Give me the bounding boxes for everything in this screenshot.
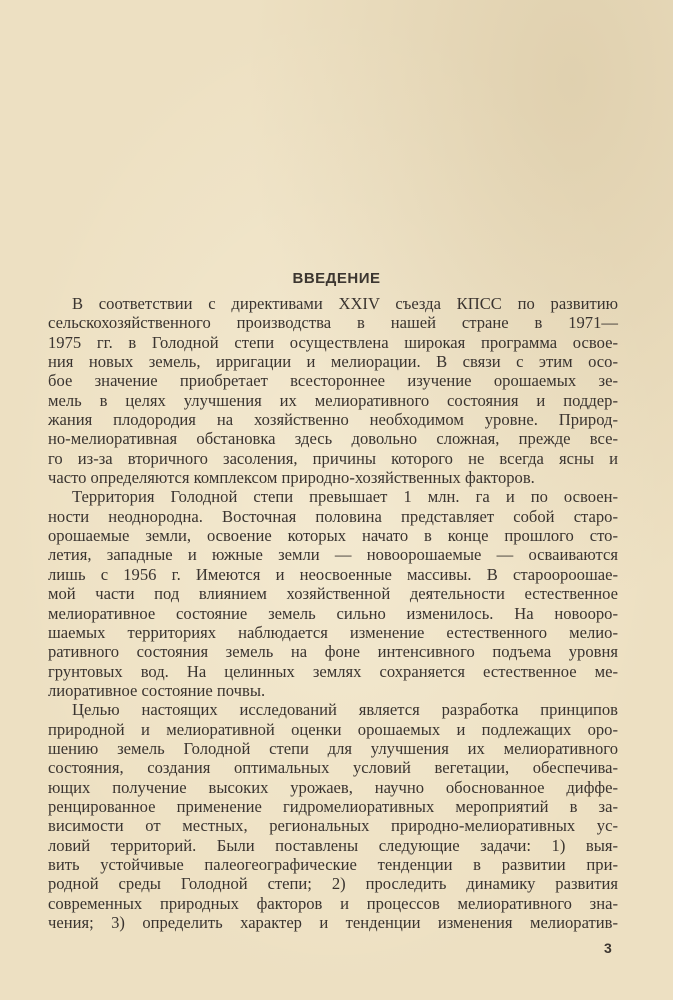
text-line: орошаемые земли, освоение которых начато в конце прошлого сто- — [48, 526, 618, 546]
text-line: ренцированное применение гидромелиоративных мероприятий в за- — [48, 796, 618, 816]
text-line: ности неоднородна. Восточная половина представляет собой старо- — [48, 506, 618, 526]
text-line: лишь с 1956 г. Имеются и неосвоенные массивы. В староороошае- — [48, 564, 618, 584]
text-line: жания плодородия на хозяйственно необходимом уровне. Природ- — [48, 410, 618, 430]
text-line: ющих получение высоких урожаев, научно обоснованное диффе- — [48, 777, 618, 797]
page-number: 3 — [604, 940, 612, 956]
text-line: современных природных факторов и процессов мелиоративного зна- — [48, 893, 618, 913]
text-line: вить устойчивые палеогеографические тенденции в развитии при- — [48, 854, 618, 874]
text-line: го из-за вторичного засоления, причины которого не всегда ясны и — [48, 448, 618, 468]
text-line: летия, западные и южные земли — новоорошаемые — осваиваются — [48, 545, 618, 565]
text-line: родной среды Голодной степи; 2) проследить динамику развития — [48, 874, 618, 894]
text-line: шаемых территориях наблюдается изменение естественного мелио- — [48, 622, 618, 642]
text-line: ративного состояния земель на фоне интенсивного подъема уровня — [48, 642, 618, 662]
text-line: состояния, создания оптимальных условий вегетации, обеспечива- — [48, 758, 618, 778]
text-line: ловий территорий. Были поставлены следующие задачи: 1) выя- — [48, 835, 618, 855]
text-line: часто определяются комплексом природно-хозяйственных факторов. — [48, 468, 535, 488]
text-line: чения; 3) определить характер и тенденции изменения мелиоратив- — [48, 913, 618, 932]
text-line: висимости от местных, региональных природно-мелиоративных ус- — [48, 816, 618, 836]
text-line: шению земель Голодной степи для улучшения их мелиоративного — [48, 738, 618, 758]
body-text — [48, 294, 618, 932]
text-line: грунтовых вод. На целинных землях сохраняется естественное ме- — [48, 661, 618, 681]
text-line: бое значение приобретает всестороннее изучение орошаемых зе- — [48, 371, 618, 391]
text-line: Территория Голодной степи превышает 1 млн. га и по освоен- — [72, 487, 618, 507]
text-line: сельскохозяйственного производства в нашей стране в 1971— — [48, 313, 618, 333]
text-line: природной и мелиоративной оценки орошаемых и подлежащих оро- — [48, 719, 618, 739]
text-line: 1975 гг. в Голодной степи осуществлена широкая программа освое- — [48, 332, 618, 352]
text-line: В соответствии с директивами XXIV съезда КПСС по развитию — [72, 294, 618, 313]
text-line: Целью настоящих исследований является разработка принципов — [72, 700, 618, 720]
text-line: мой части под влиянием хозяйственной деятельности естественное — [48, 584, 618, 604]
text-line: лиоративное состояние почвы. — [48, 680, 266, 700]
text-line: мель в целях улучшения их мелиоративного состояния и поддер- — [48, 390, 618, 410]
text-line: но-мелиоративная обстановка здесь довольно сложная, прежде все- — [48, 429, 618, 449]
text-line: ния новых земель, ирригации и мелиорации. В связи с этим осо- — [48, 352, 618, 372]
section-heading: ВВЕДЕНИЕ — [292, 270, 381, 287]
text-line: мелиоративное состояние земель сильно изменилось. На новооро- — [48, 603, 618, 623]
